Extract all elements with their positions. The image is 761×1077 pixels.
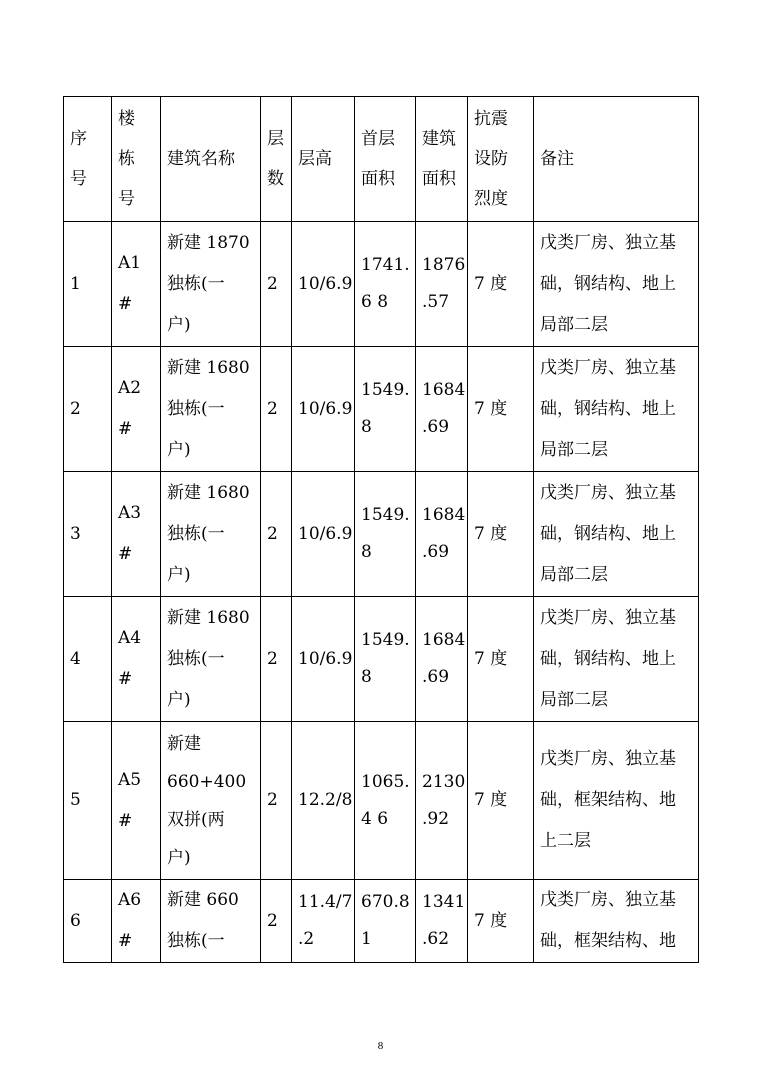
cell-building: A6# (112, 880, 161, 963)
cell-first-area: 1065. 4 6 (355, 722, 416, 880)
cell-height: 12.2/8 (292, 722, 355, 880)
table-row (64, 597, 699, 722)
cell-seismic: 7 度 (468, 222, 534, 347)
cell-seismic: 7 度 (468, 880, 534, 963)
cell-first-area: 1549. 8 (355, 597, 416, 722)
cell-height: 11.4/7 .2 (292, 880, 355, 963)
cell-note: 戊类厂房、独立基 础，钢结构、地上 局部二层 (534, 222, 699, 347)
cell-floors: 2 (261, 722, 292, 880)
cell-note: 戊类厂房、独立基 础，框架结构、地 上二层 (534, 722, 699, 880)
cell-floors: 2 (261, 347, 292, 472)
cell-height: 10/6.9 (292, 472, 355, 597)
table-header-row (64, 97, 699, 222)
cell-first-area: 1549. 8 (355, 472, 416, 597)
cell-floors: 2 (261, 597, 292, 722)
cell-name: 新建 660+400 双拼(两 户) (161, 722, 261, 880)
cell-no: 3 (64, 472, 112, 597)
cell-no: 1 (64, 222, 112, 347)
cell-note: 戊类厂房、独立基 础，框架结构、地 (534, 880, 699, 963)
header-height: 层高 (292, 97, 355, 222)
cell-seismic: 7 度 (468, 722, 534, 880)
header-total-area: 建筑 面积 (416, 97, 468, 222)
cell-height: 10/6.9 (292, 222, 355, 347)
header-note: 备注 (534, 97, 699, 222)
header-building: 楼 栋 号 (112, 97, 161, 222)
cell-no: 2 (64, 347, 112, 472)
cell-first-area: 1549. 8 (355, 347, 416, 472)
cell-note: 戊类厂房、独立基 础，钢结构、地上 局部二层 (534, 472, 699, 597)
cell-seismic: 7 度 (468, 472, 534, 597)
cell-name: 新建 1680 独栋(一 户) (161, 597, 261, 722)
cell-seismic: 7 度 (468, 347, 534, 472)
cell-name: 新建 660 独栋(一 (161, 880, 261, 963)
table-row (64, 722, 699, 880)
header-name: 建筑名称 (161, 97, 261, 222)
cell-total-area: 1876 .57 (416, 222, 468, 347)
cell-building: A1# (112, 222, 161, 347)
cell-height: 10/6.9 (292, 347, 355, 472)
cell-floors: 2 (261, 222, 292, 347)
cell-total-area: 1341 .62 (416, 880, 468, 963)
header-seismic: 抗震 设防 烈度 (468, 97, 534, 222)
cell-first-area: 1741. 6 8 (355, 222, 416, 347)
cell-name: 新建 1680 独栋(一 户) (161, 347, 261, 472)
cell-building: A3# (112, 472, 161, 597)
cell-name: 新建 1870 独栋(一 户) (161, 222, 261, 347)
table-row (64, 472, 699, 597)
cell-total-area: 1684 .69 (416, 472, 468, 597)
cell-note: 戊类厂房、独立基 础，钢结构、地上 局部二层 (534, 347, 699, 472)
header-floors: 层 数 (261, 97, 292, 222)
cell-floors: 2 (261, 880, 292, 963)
cell-note: 戊类厂房、独立基 础，钢结构、地上 局部二层 (534, 597, 699, 722)
cell-total-area: 1684 .69 (416, 597, 468, 722)
cell-height: 10/6.9 (292, 597, 355, 722)
cell-building: A4# (112, 597, 161, 722)
building-table (63, 96, 699, 963)
cell-no: 6 (64, 880, 112, 963)
cell-first-area: 670.8 1 (355, 880, 416, 963)
cell-name: 新建 1680 独栋(一 户) (161, 472, 261, 597)
cell-no: 4 (64, 597, 112, 722)
header-first-area: 首层 面积 (355, 97, 416, 222)
cell-total-area: 1684 .69 (416, 347, 468, 472)
table-row (64, 347, 699, 472)
cell-building: A2# (112, 347, 161, 472)
header-no: 序 号 (64, 97, 112, 222)
cell-no: 5 (64, 722, 112, 880)
cell-building: A5# (112, 722, 161, 880)
page-number: 8 (377, 1040, 384, 1052)
cell-floors: 2 (261, 472, 292, 597)
table-row (64, 880, 699, 963)
cell-total-area: 2130 .92 (416, 722, 468, 880)
table-row (64, 222, 699, 347)
cell-seismic: 7 度 (468, 597, 534, 722)
